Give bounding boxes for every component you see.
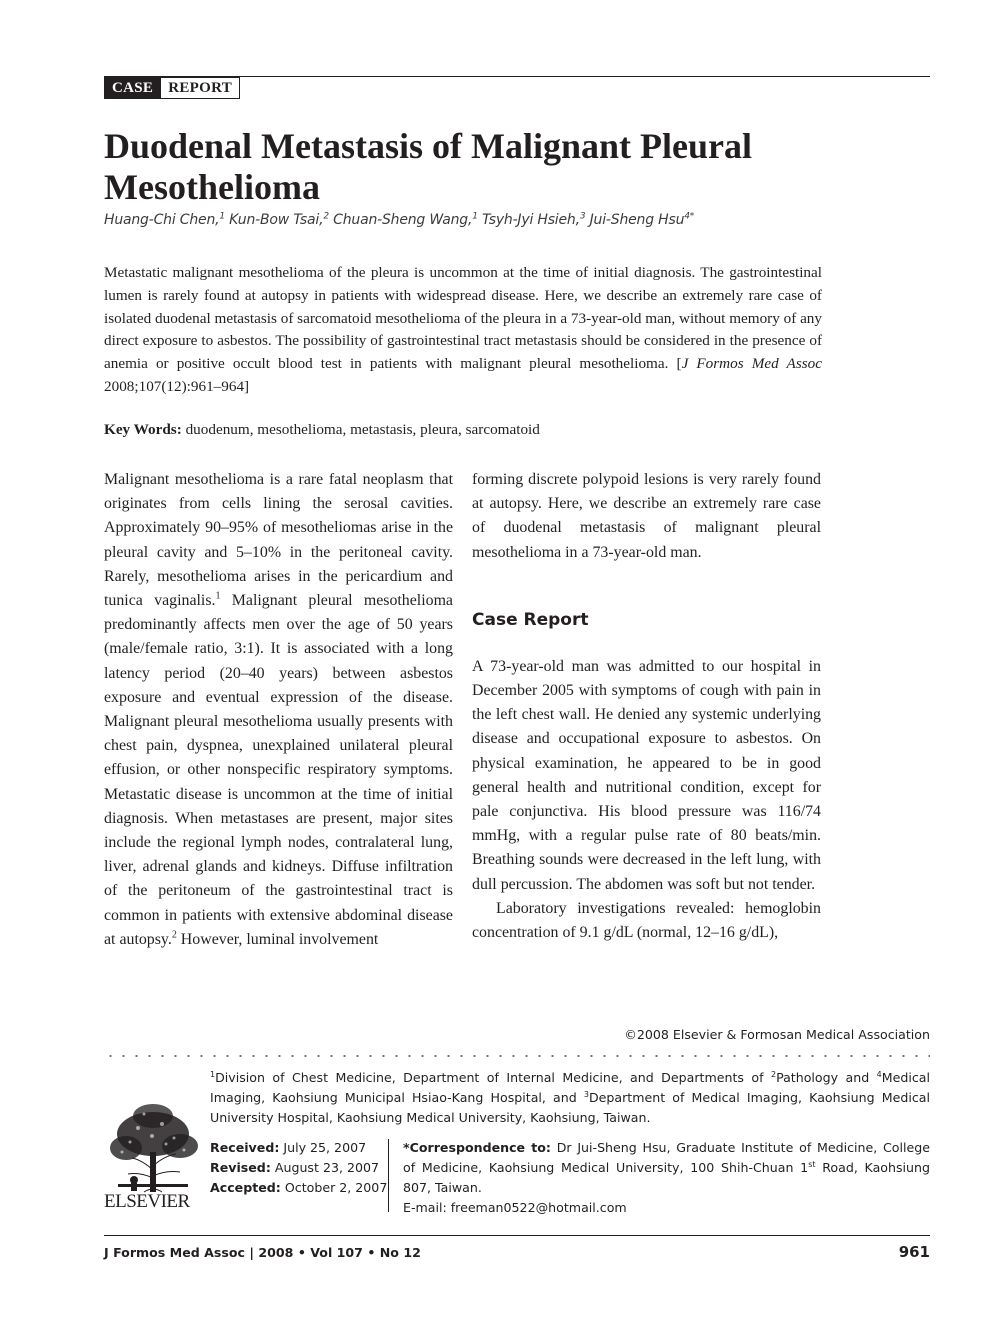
article-title: Duodenal Metastasis of Malignant Pleural Mesothelioma <box>104 126 752 207</box>
copyright-notice: ©2008 Elsevier & Formosan Medical Association <box>624 1027 930 1042</box>
reference-marker: 1 <box>215 590 221 602</box>
correspondence-email[interactable]: E-mail: freeman0522@hotmail.com <box>403 1200 627 1215</box>
author: Kun-Bow Tsai,$^2$ <box>229 211 329 228</box>
vertical-divider <box>388 1139 389 1212</box>
abstract: Metastatic malignant mesothelioma of the pleura is uncommon at the time of initial diagnosis. The gastrointestinal lumen is rarely found at autopsy in patients with widespread disease. Here, we describe an extremely rare case of isolated duodenal metastasis of sarcomatoid mesothelioma of the pleura in a 73-year-old man, without memory of any direct exposure to asbestos. The possibility of gastrointestinal tract metastasis should be considered in the presence of anemia or positive occult blood test in patients with malignant pleural mesothelioma. [J Formos Med Assoc 2008;107(12):961–964] <box>104 264 822 395</box>
body-paragraph: A 73-year-old man was admitted to our hospital in December 2005 with symptoms of cough with pain in the left chest wall. He denied any systemic underlying disease and occupational exposure to asbestos. On physical examination, he appeared to be in good general health and nutritional condition, except for pale conjunctiva. His blood pressure was 116/74 mmHg, with a regular pulse rate of 80 beats/min. Breathing sounds were decreased in the left lung, with dull percussion. The abdomen was soft but not tender. <box>472 657 821 893</box>
accepted-date: Accepted: October 2, 2007 <box>210 1180 388 1195</box>
author: Chuan-Sheng Wang,$^1$ <box>333 211 478 228</box>
tag-case: CASE <box>104 77 161 99</box>
article-type-tag <box>104 77 240 99</box>
body-paragraph: Laboratory investigations revealed: hemoglobin concentration of 9.1 g/dL (normal, 12–16 g/dL), <box>472 899 821 942</box>
reference-marker: 2 <box>171 929 177 941</box>
section-heading-case-report: Case Report <box>472 609 589 630</box>
submission-dates <box>210 1138 387 1198</box>
body-column-right <box>472 468 821 945</box>
body-paragraph: Malignant mesothelioma is a rare fatal neoplasm that originates from cells lining the serosal cavities. Approximately 90–95% of mesotheliomas arise in the pleural cavity and 5–10% in the peritoneal cavity. Rarely, mesothelioma arises in the pericardium and tunica vaginalis.$^1$ Malignant pleural mesothelioma predominantly affects men over the age of 50 years (male/female ratio, 3:1). It is associated with a long latency period (20–40 years) between asbestos exposure and eventual expression of the disease. Malignant pleural mesothelioma usually presents with chest pain, dyspnea, unexplained unilateral pleural effusion, or other nonspecific respiratory symptoms. Metastatic disease is uncommon at the time of initial diagnosis. When metastases are present, major sites include the regional lymph nodes, contralateral lung, liver, adrenal glands and kidneys. Diffuse infiltration of the peritoneum of the gastrointestinal tract is common in patients with extensive abdominal disease at autopsy.$^2$ However, luminal involvement <box>104 471 453 948</box>
page-number: 961 <box>898 1243 930 1261</box>
received-date: Received: July 25, 2007 <box>210 1140 367 1155</box>
bottom-rule <box>104 1235 930 1236</box>
correspondence-label: *Correspondence to: <box>403 1140 551 1155</box>
author: Huang-Chi Chen,$^1$ <box>104 211 225 228</box>
dotted-divider <box>104 1055 930 1057</box>
abstract-citation-journal: J Formos Med Assoc <box>681 355 822 373</box>
affiliations: $^1$Division of Chest Medicine, Department of Internal Medicine, and Departments of $^2$Pathology and $^4$Medical Imaging, Kaohsiung Municipal Hsiao-Kang Hospital, and $^3$Department of Medical Imaging, Kaohsiung Medical University Hospital, Kaohsiung Medical University, Kaohsiung, Taiwan. <box>210 1069 930 1125</box>
elsevier-wordmark: ELSEVIER <box>104 1191 190 1212</box>
author: Jui-Sheng Hsu$^{4*}$ <box>589 211 695 228</box>
correspondence: *Correspondence to: Dr Jui-Sheng Hsu, Graduate Institute of Medicine, College of Medicine, Kaohsiung Medical University, 100 Shih-Chuan 1st Road, Kaohsiung 807, Taiwan. E-mail: freeman0522@hotmail.com <box>403 1138 930 1218</box>
body-column-left <box>104 468 453 952</box>
revised-date: Revised: August 23, 2007 <box>210 1160 380 1175</box>
keywords: Key Words: duodenum, mesothelioma, metastasis, pleura, sarcomatoid <box>104 421 540 438</box>
author-list <box>104 211 694 228</box>
author: Tsyh-Jyi Hsieh,$^3$ <box>482 211 586 228</box>
tag-report: REPORT <box>161 77 240 99</box>
body-paragraph: forming discrete polypoid lesions is very rarely found at autopsy. Here, we describe an extremely rare case of duodenal metastasis of malignant pleural mesothelioma in a 73-year-old man. <box>472 471 821 561</box>
footer-journal-info: J Formos Med Assoc | 2008 • Vol 107 • No 12 <box>104 1245 421 1260</box>
keywords-label: Key Words: <box>104 421 182 438</box>
